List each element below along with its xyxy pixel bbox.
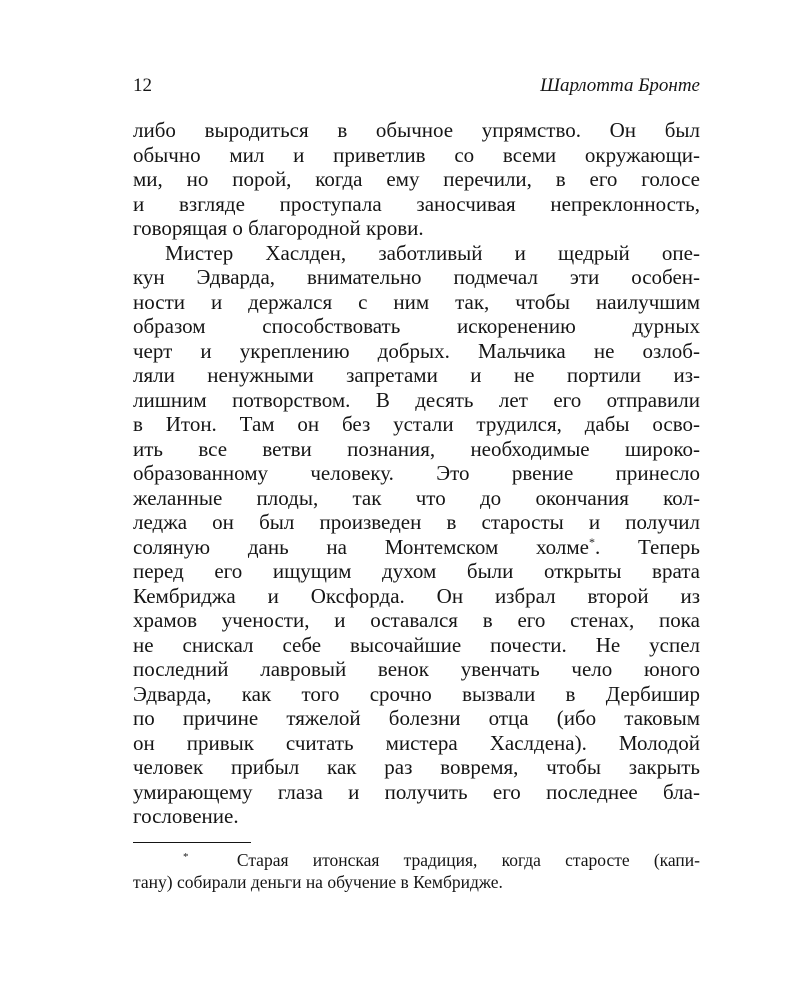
text-line: Кембриджа и Оксфорда. Он избрал второй из [133, 583, 700, 608]
running-title: Шарлотта Бронте [540, 75, 700, 96]
text-line: либо выродиться в обычное упрямство. Он был [133, 118, 700, 142]
text-line-with-footnote [133, 535, 700, 560]
text-line: желанные плоды, так что до окончания кол- [133, 485, 700, 510]
text-line: ности и держался с ним так, чтобы наилучшим [133, 289, 700, 314]
text-line: лишним потворством. В десять лет его отправили [133, 387, 700, 412]
page-number: 12 [133, 75, 152, 96]
footnote-text: Старая итонская традиция, когда старосте (капи- [236, 850, 700, 870]
text-line: образом способствовать искоренению дурных [133, 314, 700, 338]
text-line: леджа он был произведен в старосты и получил [133, 510, 700, 534]
text-line: Мистер Хаслден, заботливый и щедрый опе- [165, 240, 700, 265]
text-fragment: соляную дань на Монтемском холме [133, 534, 589, 559]
text-line: обычно мил и приветлив со всеми окружающи- [133, 142, 700, 167]
text-fragment: . Теперь [595, 534, 700, 559]
text-line: ляли ненужными запретами и не портили из- [133, 363, 700, 387]
text-line: он привык считать мистера Хаслдена). Молодой [133, 730, 700, 755]
text-line: умирающему глаза и получить его последнее бла- [133, 779, 700, 804]
text-line: образованному человеку. Это рвение принесло [133, 461, 700, 485]
text-line: говорящая о благородной крови. [133, 216, 424, 240]
text-line: Эдварда, как того срочно вызвали в Дербишир [133, 681, 700, 706]
footnote-line [133, 849, 700, 871]
text-line: гословение. [133, 804, 239, 828]
text-line: не снискал себе высочайшие почести. Не успел [133, 632, 700, 657]
text-line: кун Эдварда, внимательно подмечал эти особен- [133, 265, 700, 289]
footnote-line: тану) собирали деньги на обучение в Кембридже. [133, 872, 503, 892]
text-line: по причине тяжелой болезни отца (ибо таковым [133, 706, 700, 730]
footnote-reference: * [589, 534, 595, 549]
text-line: ми, но порой, когда ему перечили, в его голосе [133, 167, 700, 191]
body-text [133, 118, 700, 829]
footnote-divider [133, 842, 251, 843]
footnote [133, 849, 700, 893]
text-line: и взгляде проступала заносчивая непреклонность, [133, 191, 700, 216]
text-line: в Итон. Там он без устали трудился, дабы осво- [133, 412, 700, 436]
text-line: черт и укреплению добрых. Мальчика не озлоб- [133, 338, 700, 363]
footnote-marker: * [183, 851, 189, 863]
page-header [133, 72, 700, 100]
text-line: последний лавровый венок увенчать чело юного [133, 657, 700, 681]
text-line: человек прибыл как раз вовремя, чтобы закрыть [133, 755, 700, 779]
text-line: храмов учености, и оставался в его стенах, пока [133, 608, 700, 632]
text-line: ить все ветви познания, необходимые широко- [133, 436, 700, 461]
text-line: перед его ищущим духом были открыты врата [133, 559, 700, 583]
